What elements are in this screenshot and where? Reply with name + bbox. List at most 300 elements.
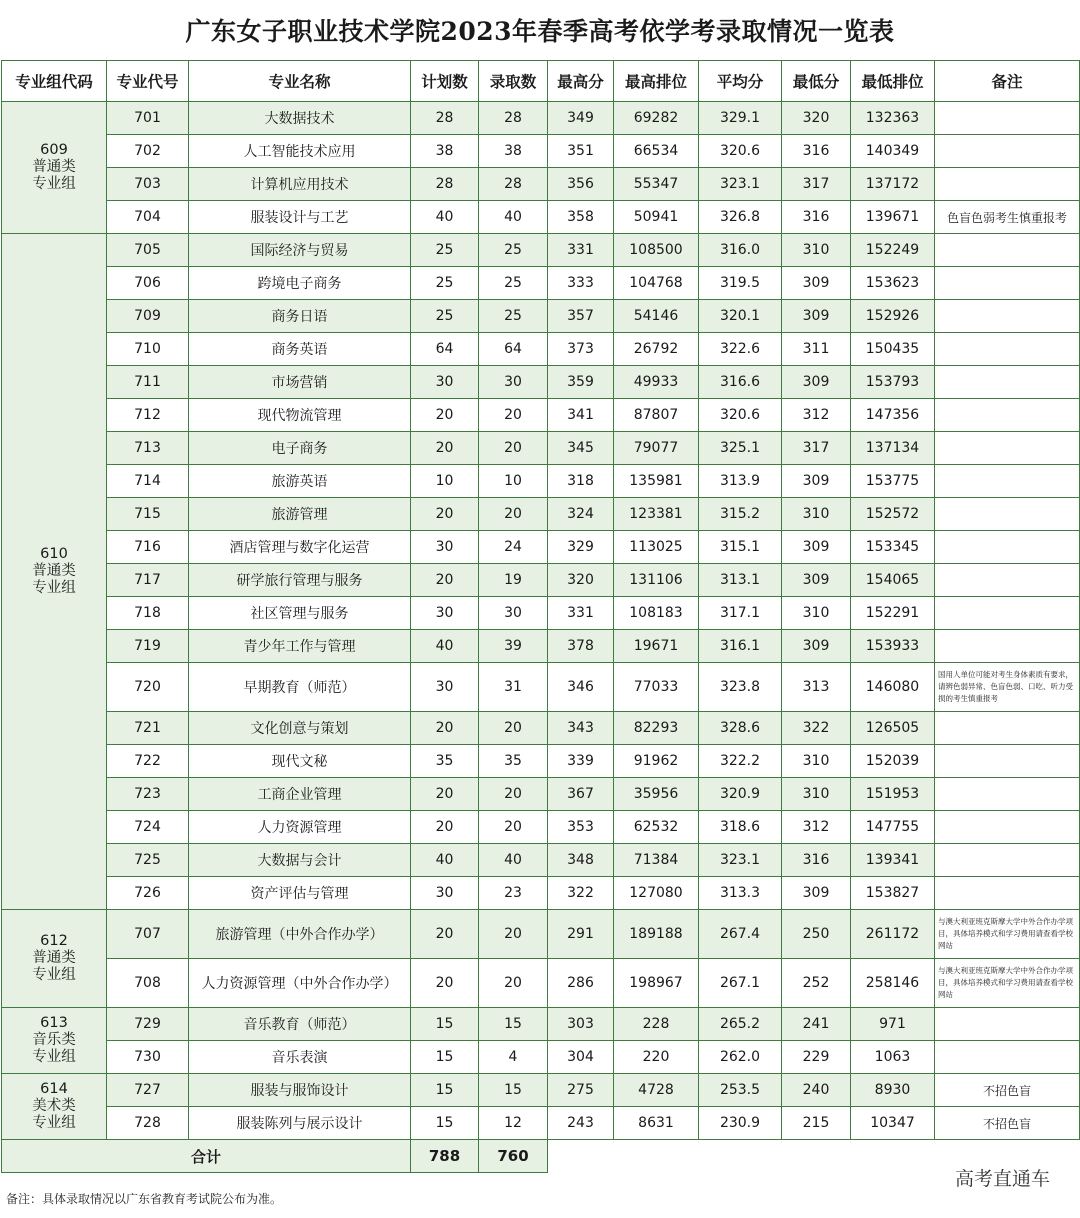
min-rank: 150435 xyxy=(851,333,935,366)
plan-count: 35 xyxy=(411,745,479,778)
plan-count: 10 xyxy=(411,465,479,498)
table-row xyxy=(2,1074,1080,1107)
major-name: 市场营销 xyxy=(189,366,411,399)
max-rank: 127080 xyxy=(614,877,699,910)
admitted-count: 64 xyxy=(479,333,548,366)
admitted-count: 20 xyxy=(479,959,548,1008)
note xyxy=(935,234,1080,267)
admitted-count: 12 xyxy=(479,1107,548,1140)
major-code: 706 xyxy=(107,267,189,300)
major-code: 712 xyxy=(107,399,189,432)
major-name: 人工智能技术应用 xyxy=(189,135,411,168)
plan-count: 20 xyxy=(411,564,479,597)
note xyxy=(935,267,1080,300)
avg-score: 317.1 xyxy=(699,597,782,630)
major-name: 早期教育（师范） xyxy=(189,663,411,712)
major-code: 728 xyxy=(107,1107,189,1140)
major-code: 730 xyxy=(107,1041,189,1074)
avg-score: 318.6 xyxy=(699,811,782,844)
max-score: 320 xyxy=(548,564,614,597)
plan-count: 40 xyxy=(411,844,479,877)
plan-count: 15 xyxy=(411,1008,479,1041)
group-code-cell xyxy=(2,1074,107,1140)
admitted-count: 30 xyxy=(479,366,548,399)
min-score: 252 xyxy=(782,959,851,1008)
major-name: 电子商务 xyxy=(189,432,411,465)
table-row xyxy=(2,135,1080,168)
min-score: 320 xyxy=(782,102,851,135)
max-rank: 108183 xyxy=(614,597,699,630)
max-score: 331 xyxy=(548,597,614,630)
min-rank: 132363 xyxy=(851,102,935,135)
group-suffix: 专业组 xyxy=(32,580,76,596)
major-code: 725 xyxy=(107,844,189,877)
min-score: 310 xyxy=(782,597,851,630)
min-rank: 153933 xyxy=(851,630,935,663)
max-score: 331 xyxy=(548,234,614,267)
table-row xyxy=(2,778,1080,811)
table-row xyxy=(2,811,1080,844)
avg-score: 322.6 xyxy=(699,333,782,366)
max-rank: 91962 xyxy=(614,745,699,778)
max-rank: 198967 xyxy=(614,959,699,1008)
table-row xyxy=(2,234,1080,267)
major-code: 707 xyxy=(107,910,189,959)
min-score: 312 xyxy=(782,399,851,432)
avg-score: 230.9 xyxy=(699,1107,782,1140)
max-rank: 8631 xyxy=(614,1107,699,1140)
note: 与澳大利亚班克斯摩大学中外合作办学项目，具体培养模式和学习费用请查看学校网站 xyxy=(935,959,1080,1008)
admitted-count: 20 xyxy=(479,432,548,465)
min-score: 309 xyxy=(782,564,851,597)
table-row xyxy=(2,564,1080,597)
major-code: 726 xyxy=(107,877,189,910)
major-name: 资产评估与管理 xyxy=(189,877,411,910)
plan-count: 20 xyxy=(411,712,479,745)
group-suffix: 专业组 xyxy=(32,176,76,192)
header-major-code: 专业代号 xyxy=(107,61,189,102)
major-name: 现代文秘 xyxy=(189,745,411,778)
min-score: 229 xyxy=(782,1041,851,1074)
plan-count: 15 xyxy=(411,1074,479,1107)
note xyxy=(935,844,1080,877)
note xyxy=(935,432,1080,465)
min-rank: 140349 xyxy=(851,135,935,168)
min-rank: 152926 xyxy=(851,300,935,333)
plan-count: 20 xyxy=(411,811,479,844)
min-score: 310 xyxy=(782,745,851,778)
total-admitted: 760 xyxy=(479,1140,548,1173)
min-rank: 147356 xyxy=(851,399,935,432)
note: 色盲色弱考生慎重报考 xyxy=(935,201,1080,234)
major-name: 跨境电子商务 xyxy=(189,267,411,300)
major-code: 716 xyxy=(107,531,189,564)
table-row xyxy=(2,498,1080,531)
min-score: 311 xyxy=(782,333,851,366)
group-suffix: 专业组 xyxy=(32,1115,76,1131)
min-rank: 154065 xyxy=(851,564,935,597)
note xyxy=(935,745,1080,778)
max-rank: 220 xyxy=(614,1041,699,1074)
major-name: 国际经济与贸易 xyxy=(189,234,411,267)
min-rank: 153827 xyxy=(851,877,935,910)
note xyxy=(935,300,1080,333)
major-code: 718 xyxy=(107,597,189,630)
max-score: 349 xyxy=(548,102,614,135)
avg-score: 315.2 xyxy=(699,498,782,531)
max-score: 303 xyxy=(548,1008,614,1041)
plan-count: 20 xyxy=(411,498,479,531)
group-suffix: 专业组 xyxy=(32,1049,76,1065)
note xyxy=(935,102,1080,135)
header-admitted: 录取数 xyxy=(479,61,548,102)
note: 国用人单位可能对考生身体素质有要求，请辨色弱异常、色盲色弱、口吃、听力受损的考生慎重报考 xyxy=(935,663,1080,712)
major-code: 724 xyxy=(107,811,189,844)
avg-score: 320.6 xyxy=(699,135,782,168)
table-row xyxy=(2,399,1080,432)
plan-count: 25 xyxy=(411,300,479,333)
admitted-count: 31 xyxy=(479,663,548,712)
admitted-count: 19 xyxy=(479,564,548,597)
max-rank: 66534 xyxy=(614,135,699,168)
admitted-count: 28 xyxy=(479,102,548,135)
major-name: 人力资源管理 xyxy=(189,811,411,844)
avg-score: 322.2 xyxy=(699,745,782,778)
max-rank: 189188 xyxy=(614,910,699,959)
plan-count: 20 xyxy=(411,778,479,811)
min-score: 313 xyxy=(782,663,851,712)
group-code: 612 xyxy=(40,933,68,949)
avg-score: 325.1 xyxy=(699,432,782,465)
group-type: 普通类 xyxy=(32,563,76,579)
min-score: 312 xyxy=(782,811,851,844)
major-name: 计算机应用技术 xyxy=(189,168,411,201)
max-rank: 104768 xyxy=(614,267,699,300)
major-code: 721 xyxy=(107,712,189,745)
min-rank: 152249 xyxy=(851,234,935,267)
table-row xyxy=(2,745,1080,778)
total-plan: 788 xyxy=(411,1140,479,1173)
admitted-count: 24 xyxy=(479,531,548,564)
plan-count: 28 xyxy=(411,102,479,135)
plan-count: 20 xyxy=(411,959,479,1008)
admitted-count: 35 xyxy=(479,745,548,778)
min-score: 240 xyxy=(782,1074,851,1107)
min-rank: 126505 xyxy=(851,712,935,745)
max-rank: 4728 xyxy=(614,1074,699,1107)
avg-score: 267.1 xyxy=(699,959,782,1008)
major-code: 705 xyxy=(107,234,189,267)
major-code: 708 xyxy=(107,959,189,1008)
table-row xyxy=(2,102,1080,135)
table-row xyxy=(2,910,1080,959)
group-code: 610 xyxy=(40,546,68,562)
max-score: 304 xyxy=(548,1041,614,1074)
plan-count: 20 xyxy=(411,910,479,959)
max-score: 291 xyxy=(548,910,614,959)
plan-count: 30 xyxy=(411,531,479,564)
plan-count: 30 xyxy=(411,663,479,712)
table-row xyxy=(2,1107,1080,1140)
plan-count: 30 xyxy=(411,597,479,630)
avg-score: 316.1 xyxy=(699,630,782,663)
max-rank: 123381 xyxy=(614,498,699,531)
plan-count: 15 xyxy=(411,1041,479,1074)
major-code: 714 xyxy=(107,465,189,498)
min-rank: 153775 xyxy=(851,465,935,498)
admitted-count: 25 xyxy=(479,300,548,333)
table-row xyxy=(2,168,1080,201)
max-rank: 19671 xyxy=(614,630,699,663)
max-rank: 131106 xyxy=(614,564,699,597)
major-code: 710 xyxy=(107,333,189,366)
note xyxy=(935,498,1080,531)
major-name: 社区管理与服务 xyxy=(189,597,411,630)
major-code: 701 xyxy=(107,102,189,135)
min-rank: 152572 xyxy=(851,498,935,531)
min-score: 310 xyxy=(782,778,851,811)
max-rank: 82293 xyxy=(614,712,699,745)
group-code: 609 xyxy=(40,142,68,158)
avg-score: 320.9 xyxy=(699,778,782,811)
major-name: 商务日语 xyxy=(189,300,411,333)
min-score: 316 xyxy=(782,844,851,877)
note xyxy=(935,1041,1080,1074)
table-row xyxy=(2,844,1080,877)
min-rank: 137172 xyxy=(851,168,935,201)
min-score: 309 xyxy=(782,877,851,910)
major-code: 713 xyxy=(107,432,189,465)
avg-score: 320.1 xyxy=(699,300,782,333)
note: 与澳大利亚班克斯摩大学中外合作办学项目，具体培养模式和学习费用请查看学校网站 xyxy=(935,910,1080,959)
max-rank: 50941 xyxy=(614,201,699,234)
table-row xyxy=(2,1041,1080,1074)
admission-table xyxy=(1,60,1080,1173)
avg-score: 253.5 xyxy=(699,1074,782,1107)
avg-score: 316.0 xyxy=(699,234,782,267)
admitted-count: 20 xyxy=(479,811,548,844)
max-score: 373 xyxy=(548,333,614,366)
table-row xyxy=(2,201,1080,234)
max-score: 345 xyxy=(548,432,614,465)
plan-count: 25 xyxy=(411,234,479,267)
major-name: 大数据技术 xyxy=(189,102,411,135)
admitted-count: 20 xyxy=(479,910,548,959)
min-rank: 261172 xyxy=(851,910,935,959)
table-row xyxy=(2,959,1080,1008)
min-score: 317 xyxy=(782,432,851,465)
major-name: 服装设计与工艺 xyxy=(189,201,411,234)
major-code: 703 xyxy=(107,168,189,201)
major-code: 715 xyxy=(107,498,189,531)
min-score: 310 xyxy=(782,234,851,267)
header-avg-score: 平均分 xyxy=(699,61,782,102)
note xyxy=(935,135,1080,168)
admitted-count: 20 xyxy=(479,498,548,531)
max-score: 343 xyxy=(548,712,614,745)
max-rank: 26792 xyxy=(614,333,699,366)
note xyxy=(935,712,1080,745)
max-score: 356 xyxy=(548,168,614,201)
header-row xyxy=(2,61,1080,102)
max-score: 353 xyxy=(548,811,614,844)
max-score: 351 xyxy=(548,135,614,168)
table-body xyxy=(2,102,1080,1140)
note xyxy=(935,333,1080,366)
header-min-rank: 最低排位 xyxy=(851,61,935,102)
table-row xyxy=(2,465,1080,498)
min-rank: 153345 xyxy=(851,531,935,564)
plan-count: 20 xyxy=(411,399,479,432)
major-code: 722 xyxy=(107,745,189,778)
table-row xyxy=(2,366,1080,399)
min-rank: 8930 xyxy=(851,1074,935,1107)
note xyxy=(935,399,1080,432)
plan-count: 30 xyxy=(411,877,479,910)
max-score: 341 xyxy=(548,399,614,432)
max-score: 358 xyxy=(548,201,614,234)
major-code: 717 xyxy=(107,564,189,597)
min-rank: 139341 xyxy=(851,844,935,877)
major-name: 服装与服饰设计 xyxy=(189,1074,411,1107)
min-score: 215 xyxy=(782,1107,851,1140)
min-score: 241 xyxy=(782,1008,851,1041)
min-score: 309 xyxy=(782,630,851,663)
group-code: 613 xyxy=(40,1015,68,1031)
major-name: 青少年工作与管理 xyxy=(189,630,411,663)
max-score: 329 xyxy=(548,531,614,564)
plan-count: 40 xyxy=(411,630,479,663)
admitted-count: 15 xyxy=(479,1074,548,1107)
max-score: 357 xyxy=(548,300,614,333)
avg-score: 323.1 xyxy=(699,844,782,877)
note xyxy=(935,564,1080,597)
min-score: 310 xyxy=(782,498,851,531)
total-label: 合计 xyxy=(2,1140,411,1173)
note xyxy=(935,168,1080,201)
note xyxy=(935,630,1080,663)
major-name: 旅游英语 xyxy=(189,465,411,498)
group-code: 614 xyxy=(40,1081,68,1097)
min-score: 309 xyxy=(782,465,851,498)
table-row xyxy=(2,597,1080,630)
min-rank: 152039 xyxy=(851,745,935,778)
avg-score: 326.8 xyxy=(699,201,782,234)
max-rank: 87807 xyxy=(614,399,699,432)
max-rank: 35956 xyxy=(614,778,699,811)
header-min-score: 最低分 xyxy=(782,61,851,102)
admitted-count: 4 xyxy=(479,1041,548,1074)
avg-score: 329.1 xyxy=(699,102,782,135)
max-rank: 113025 xyxy=(614,531,699,564)
group-type: 普通类 xyxy=(32,950,76,966)
max-score: 243 xyxy=(548,1107,614,1140)
header-major-name: 专业名称 xyxy=(189,61,411,102)
avg-score: 313.3 xyxy=(699,877,782,910)
table-row xyxy=(2,300,1080,333)
min-rank: 152291 xyxy=(851,597,935,630)
min-score: 309 xyxy=(782,366,851,399)
max-rank: 135981 xyxy=(614,465,699,498)
min-rank: 151953 xyxy=(851,778,935,811)
major-name: 旅游管理 xyxy=(189,498,411,531)
max-score: 359 xyxy=(548,366,614,399)
min-rank: 146080 xyxy=(851,663,935,712)
table-row xyxy=(2,663,1080,712)
group-type: 音乐类 xyxy=(32,1032,76,1048)
note: 不招色盲 xyxy=(935,1107,1080,1140)
major-code: 729 xyxy=(107,1008,189,1041)
admitted-count: 20 xyxy=(479,399,548,432)
major-code: 702 xyxy=(107,135,189,168)
min-score: 316 xyxy=(782,135,851,168)
major-name: 文化创意与策划 xyxy=(189,712,411,745)
avg-score: 313.9 xyxy=(699,465,782,498)
group-code-cell xyxy=(2,1008,107,1074)
min-rank: 137134 xyxy=(851,432,935,465)
major-name: 大数据与会计 xyxy=(189,844,411,877)
group-code-cell xyxy=(2,102,107,234)
admitted-count: 30 xyxy=(479,597,548,630)
major-code: 723 xyxy=(107,778,189,811)
min-rank: 10347 xyxy=(851,1107,935,1140)
table-row xyxy=(2,1008,1080,1041)
avg-score: 320.6 xyxy=(699,399,782,432)
note xyxy=(935,1008,1080,1041)
group-type: 美术类 xyxy=(32,1098,76,1114)
max-rank: 228 xyxy=(614,1008,699,1041)
min-score: 316 xyxy=(782,201,851,234)
max-rank: 62532 xyxy=(614,811,699,844)
header-group-code: 专业组代码 xyxy=(2,61,107,102)
footer-note: 备注：具体录取情况以广东省教育考试院公布为准。 xyxy=(6,1192,283,1206)
avg-score: 267.4 xyxy=(699,910,782,959)
min-rank: 258146 xyxy=(851,959,935,1008)
major-name: 旅游管理（中外合作办学） xyxy=(189,910,411,959)
max-score: 286 xyxy=(548,959,614,1008)
major-name: 研学旅行管理与服务 xyxy=(189,564,411,597)
header-plan: 计划数 xyxy=(411,61,479,102)
min-score: 317 xyxy=(782,168,851,201)
min-score: 322 xyxy=(782,712,851,745)
max-score: 275 xyxy=(548,1074,614,1107)
admitted-count: 23 xyxy=(479,877,548,910)
admitted-count: 20 xyxy=(479,712,548,745)
page-title: 广东女子职业技术学院2023年春季高考依学考录取情况一览表 xyxy=(185,17,895,46)
admitted-count: 20 xyxy=(479,778,548,811)
admitted-count: 28 xyxy=(479,168,548,201)
min-rank: 147755 xyxy=(851,811,935,844)
major-name: 人力资源管理（中外合作办学） xyxy=(189,959,411,1008)
major-code: 704 xyxy=(107,201,189,234)
avg-score: 323.1 xyxy=(699,168,782,201)
max-rank: 108500 xyxy=(614,234,699,267)
max-score: 318 xyxy=(548,465,614,498)
min-score: 250 xyxy=(782,910,851,959)
table-row xyxy=(2,877,1080,910)
admitted-count: 25 xyxy=(479,234,548,267)
min-score: 309 xyxy=(782,300,851,333)
watermark: 高考直通车 xyxy=(954,1168,1050,1190)
major-name: 音乐教育（师范） xyxy=(189,1008,411,1041)
major-name: 工商企业管理 xyxy=(189,778,411,811)
plan-count: 64 xyxy=(411,333,479,366)
admitted-count: 38 xyxy=(479,135,548,168)
max-rank: 69282 xyxy=(614,102,699,135)
table-row xyxy=(2,432,1080,465)
max-rank: 49933 xyxy=(614,366,699,399)
major-code: 709 xyxy=(107,300,189,333)
